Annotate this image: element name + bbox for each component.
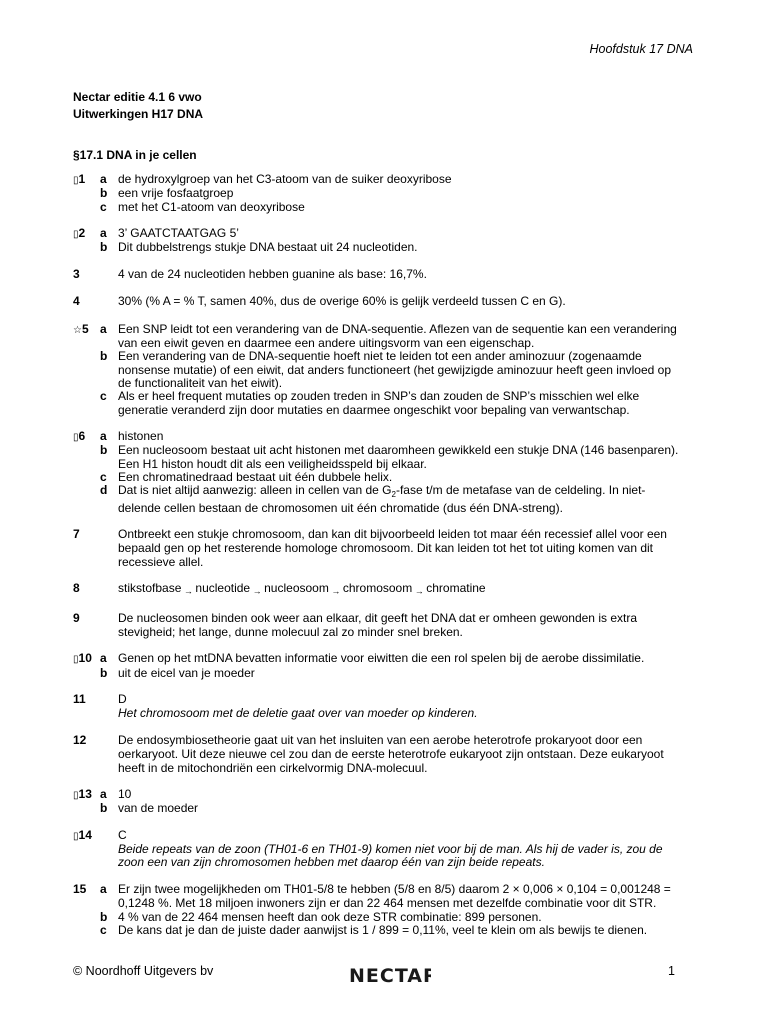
sub-question-letter (100, 528, 118, 542)
question-number-text: 11 (73, 692, 86, 707)
question-number (73, 458, 100, 471)
sub-question-letter (100, 612, 118, 626)
answer-text: oerkaryoot. Uit deze nieuwe cel zou dan de eerste heterotrofe eukaryoot zijn ontstaan. Deze eukaryoot (118, 747, 664, 762)
answer-text-part: Dat is niet altijd aanwezig: alleen in cellen van de G (118, 483, 392, 498)
question-number (73, 444, 100, 457)
question-number-text: 8 (73, 581, 80, 596)
footer-copyright: © Noordhoff Uitgevers bv (73, 964, 214, 978)
sub-question-letter (100, 556, 118, 569)
sub-question-letter (100, 829, 118, 843)
answer-text: histonen (118, 429, 164, 444)
question-line (73, 788, 703, 802)
question-line (73, 471, 703, 484)
question-number (73, 471, 100, 484)
question-2 (73, 227, 703, 255)
answer-text: 4 van de 24 nucleotiden hebben guanine als base: 16,7%. (118, 266, 427, 281)
answer-text: Beide repeats van de zoon (TH01-6 en TH01-9) komen niet voor bij de man. Als hij de vader is, zou de (118, 842, 663, 857)
question-number-text: 9 (73, 610, 80, 625)
chapter-header: Hoofdstuk 17 DNA (589, 42, 693, 56)
sub-question-letter: c (100, 469, 107, 484)
question-line (73, 582, 703, 598)
question-marker: ☆ (73, 324, 82, 336)
document-title (73, 89, 203, 123)
question-number (73, 582, 100, 598)
question-line (73, 502, 703, 515)
answer-text: Een H1 histon houdt dit als een veiligheidsspeld bij elkaar. (118, 456, 427, 471)
question-line (73, 528, 703, 542)
question-number (73, 542, 100, 555)
sub-question-letter (100, 693, 118, 707)
question-number (73, 897, 100, 910)
question-number (73, 295, 100, 309)
question-line (73, 897, 703, 910)
answer-text: Er zijn twee mogelijkheden om TH01-5/8 te hebben (5/8 en 8/5) daarom 2 × 0,006 × 0,104 = 0,001248 = (118, 881, 671, 896)
answer-text: Een SNP leidt tot een verandering van de DNA-sequentie. Aflezen van de sequentie kan een verandering (118, 321, 677, 336)
question-line (73, 883, 703, 897)
question-line (73, 337, 703, 350)
sub-question-letter: a (100, 172, 107, 186)
answer-text: van een eiwit geven en daarmee een andere uitingsvorm van een eigenschap. (118, 336, 535, 351)
sub-question-letter (100, 337, 118, 350)
question-marker: ▯ (73, 790, 79, 802)
answer-text: zoon een van zijn chromosomen hebben met daarop één van zijn beide repeats. (118, 855, 545, 870)
question-1 (73, 173, 703, 214)
question-line (73, 856, 703, 869)
sub-question-letter: d (100, 483, 108, 498)
answer-text: Een nucleosoom bestaat uit acht histonen met daaromheen gewikkeld een stukje DNA (146 basenparen). (118, 443, 679, 458)
question-number (73, 829, 100, 843)
sub-question-letter (100, 626, 118, 639)
title-line-1: Nectar editie 4.1 6 vwo (73, 90, 202, 104)
question-5 (73, 323, 703, 417)
question-line (73, 241, 703, 254)
nectar-logo-mark (349, 960, 431, 988)
subscript: 2 (391, 490, 396, 500)
question-number (73, 201, 100, 214)
question-line (73, 652, 703, 666)
question-line (73, 430, 703, 444)
answer-text: D (118, 692, 127, 707)
question-number (73, 707, 100, 720)
question-line (73, 377, 703, 390)
question-number (73, 502, 100, 515)
question-line (73, 201, 703, 214)
answer-text: Het chromosoom met de deletie gaat over van moeder op kinderen. (118, 706, 478, 721)
answer-text: Een chromatinedraad bestaat uit één dubbele helix. (118, 469, 393, 484)
question-number (73, 843, 100, 856)
question-number-text: 14 (78, 827, 92, 842)
answer-text-part: -fase t/m de metafase van de celdeling. In niet- (395, 483, 646, 498)
answer-text: 30% (% A = % T, samen 40%, dus de overige 60% is gelijk verdeeld tussen C en G). (118, 294, 566, 309)
question-line (73, 626, 703, 639)
question-number (73, 734, 100, 748)
question-15 (73, 883, 703, 937)
answer-text: uit de eicel van je moeder (118, 665, 255, 680)
question-line (73, 843, 703, 856)
question-line (73, 612, 703, 626)
question-number-text: 10 (78, 651, 92, 666)
sub-question-letter (100, 404, 118, 417)
question-number (73, 350, 100, 363)
section-heading: §17.1 DNA in je cellen (73, 148, 197, 162)
chain-item: nucleosoom (264, 581, 329, 596)
answer-text: delende cellen bestaan de chromosomen uit één chromatide (dus één DNA-streng). (118, 500, 563, 515)
svg-text:NECTAR: NECTAR (349, 965, 431, 987)
question-number (73, 323, 100, 337)
question-line (73, 458, 703, 471)
question-number-text: 2 (78, 226, 86, 241)
sub-question-letter: a (100, 651, 107, 666)
question-11 (73, 693, 703, 721)
question-number (73, 364, 100, 377)
sub-question-letter (100, 897, 118, 910)
answer-text: Als er heel frequent mutaties op zouden treden in SNP’s dan zouden de SNP’s misschien wel elke (118, 389, 640, 404)
answer-text (118, 582, 703, 598)
sub-question-letter: a (100, 226, 107, 241)
answer-text: Genen op het mtDNA bevatten informatie voor eiwitten die een rol spelen bij de aerobe dissimilatie. (118, 651, 645, 666)
sub-question-letter: b (100, 186, 108, 201)
page-number: 1 (668, 964, 675, 978)
question-number (73, 626, 100, 639)
question-line (73, 802, 703, 815)
answer-text: 3’ GAATCTAATGAG 5’ (118, 226, 239, 241)
question-line (73, 829, 703, 843)
question-12 (73, 734, 703, 775)
question-marker: ▯ (73, 175, 79, 186)
question-number (73, 528, 100, 542)
question-line (73, 444, 703, 457)
sub-question-letter (100, 582, 118, 598)
arrow-icon: → (412, 586, 427, 597)
question-marker: ▯ (73, 654, 79, 666)
sub-question-letter: b (100, 240, 108, 255)
question-line (73, 667, 703, 680)
answer-text: een vrije fosfaatgroep (118, 186, 234, 201)
question-line (73, 364, 703, 377)
title-line-2: Uitwerkingen H17 DNA (73, 107, 204, 121)
question-7 (73, 528, 703, 569)
question-number-text: 3 (73, 266, 80, 281)
answer-text: met het C1-atoom van deoxyribose (118, 199, 305, 214)
question-marker: ▯ (73, 432, 79, 444)
question-number-text: 4 (73, 294, 80, 309)
question-number (73, 484, 100, 501)
question-number-text: 15 (73, 881, 87, 896)
answer-text: de hydroxylgroep van het C3-atoom van de suiker deoxyribose (118, 172, 452, 186)
question-number (73, 788, 100, 802)
sub-question-letter: b (100, 801, 108, 816)
answer-text: De endosymbiosetheorie gaat uit van het insluiten van een aerobe heterotrofe prokaryoot door een (118, 732, 643, 747)
sub-question-letter (100, 748, 118, 761)
question-number-text: 12 (73, 732, 87, 747)
question-number (73, 268, 100, 282)
question-number-text: 5 (81, 321, 89, 336)
sub-question-letter: b (100, 443, 108, 458)
question-marker: ▯ (73, 229, 79, 241)
question-line (73, 295, 703, 309)
answer-text (118, 484, 703, 501)
question-13 (73, 788, 703, 816)
answer-text: 10 (118, 787, 132, 802)
question-line (73, 173, 703, 187)
chain-item: nucleotide (195, 581, 251, 596)
answer-text: bepaald gen op het resterende homologe chromosoom. Dit kan leiden tot het tot uiting komen van dit (118, 541, 654, 556)
question-number-text: 13 (78, 787, 92, 802)
question-number (73, 693, 100, 707)
arrow-icon: → (328, 586, 343, 597)
question-line (73, 404, 703, 417)
sub-question-letter (100, 364, 118, 377)
answer-text: De nucleosomen binden ook weer aan elkaar, dit geeft het DNA dat er omheen gewonden is extra (118, 610, 637, 625)
question-3 (73, 268, 703, 282)
question-line (73, 556, 703, 569)
question-number (73, 667, 100, 680)
answer-text: C (118, 827, 127, 842)
question-number (73, 430, 100, 444)
question-number (73, 652, 100, 666)
sub-question-letter: a (100, 881, 107, 896)
question-number (73, 377, 100, 390)
question-10 (73, 652, 703, 680)
answer-text: Ontbreekt een stukje chromosoom, dan kan dit bijvoorbeeld leiden tot maar één recessief allel voor een (118, 527, 667, 542)
question-8 (73, 582, 703, 598)
question-number (73, 802, 100, 815)
question-number (73, 187, 100, 200)
question-line (73, 748, 703, 761)
chain-item: stikstofbase (118, 581, 182, 596)
sub-question-letter (100, 268, 118, 282)
questions-list (73, 173, 703, 950)
question-number (73, 924, 100, 937)
nectar-logo (349, 960, 431, 991)
question-line (73, 762, 703, 775)
question-line (73, 390, 703, 403)
answer-text: 0,1248 %. Met 18 miljoen inwoners zijn er dan 22 464 mensen met dezelfde combinatie voor dit STR. (118, 896, 657, 911)
question-line (73, 707, 703, 720)
sub-question-letter: b (100, 349, 108, 364)
question-number (73, 883, 100, 897)
answer-text: de functionaliteit van het eiwit). (118, 376, 283, 391)
question-14 (73, 829, 703, 870)
sub-question-letter (100, 707, 118, 720)
sub-question-letter: a (100, 429, 107, 444)
sub-question-letter: a (100, 321, 107, 336)
question-number (73, 227, 100, 241)
answer-text: Een verandering van de DNA-sequentie hoeft niet te leiden tot een ander aminozuur (zogenaamde (118, 349, 642, 364)
question-line (73, 542, 703, 555)
answer-text: stevigheid; het lange, dunne molecuul zal zo minder snel breken. (118, 624, 463, 639)
question-number (73, 241, 100, 254)
chain-item: chromosoom (342, 581, 413, 596)
question-number (73, 556, 100, 569)
chain-item: chromatine (426, 581, 486, 596)
question-number (73, 173, 100, 187)
question-6 (73, 430, 703, 515)
answer-text: De kans dat je dan de juiste dader aanwijst is 1 / 899 = 0,11%, veel te klein om als bewijs te dienen. (118, 922, 648, 937)
arrow-icon: → (181, 586, 196, 597)
sub-question-letter: c (100, 199, 107, 214)
question-number (73, 856, 100, 869)
question-number (73, 390, 100, 403)
answer-text: nonsense mutatie) of een eiwit, dat anders functioneert (het gewijzigde aminozuur heeft geen invloed op (118, 362, 672, 377)
sub-question-letter (100, 295, 118, 309)
answer-text: van de moeder (118, 801, 199, 816)
question-line (73, 187, 703, 200)
question-9 (73, 612, 703, 640)
question-4 (73, 295, 703, 309)
question-number (73, 337, 100, 350)
question-marker: ▯ (73, 830, 79, 842)
sub-question-letter (100, 762, 118, 775)
sub-question-letter (100, 856, 118, 869)
question-line (73, 911, 703, 924)
sub-question-letter (100, 843, 118, 856)
question-number-text: 1 (78, 172, 86, 186)
answer-text: generatie veranderd zijn door mutaties en daarmee ongeschikt voor bepaling van verwantschap. (118, 402, 630, 417)
answer-text: 4 % van de 22 464 mensen heeft dan ook deze STR combinatie: 899 personen. (118, 909, 542, 924)
sub-question-letter: b (100, 909, 108, 924)
sub-question-letter: c (100, 922, 107, 937)
arrow-icon: → (250, 586, 265, 597)
question-line (73, 734, 703, 748)
answer-text: recessieve allel. (118, 554, 204, 569)
question-line (73, 924, 703, 937)
question-line (73, 484, 703, 501)
question-number-text: 6 (78, 429, 86, 444)
question-number (73, 612, 100, 626)
question-line (73, 323, 703, 337)
sub-question-letter: b (100, 665, 108, 680)
answer-text: heeft in de mitochondriën een cirkelvormig DNA-molecuul. (118, 760, 428, 775)
sub-question-letter (100, 542, 118, 555)
sub-question-letter (100, 502, 118, 515)
sub-question-letter: c (100, 389, 107, 404)
question-number (73, 404, 100, 417)
sub-question-letter (100, 377, 118, 390)
sub-question-letter: a (100, 787, 107, 802)
question-number (73, 748, 100, 761)
question-number (73, 911, 100, 924)
question-number-text: 7 (73, 527, 80, 542)
question-line (73, 350, 703, 363)
question-number (73, 762, 100, 775)
question-line (73, 268, 703, 282)
answer-text: Dit dubbelstrengs stukje DNA bestaat uit 24 nucleotiden. (118, 240, 418, 255)
sub-question-letter (100, 458, 118, 471)
question-line (73, 693, 703, 707)
sub-question-letter (100, 734, 118, 748)
question-line (73, 227, 703, 241)
